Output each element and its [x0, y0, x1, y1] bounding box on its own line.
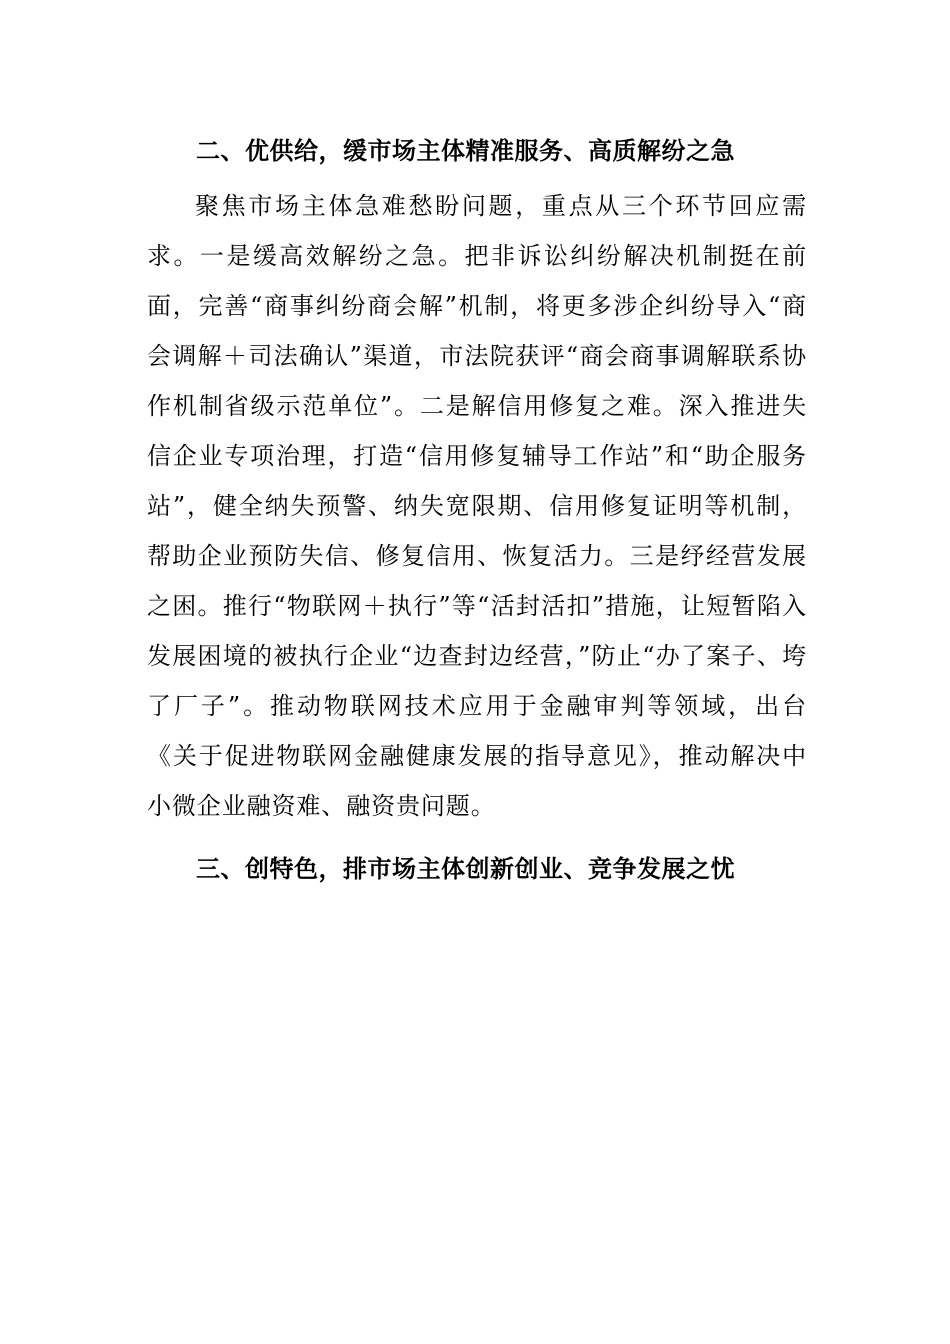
section-heading-2: 二、优供给，缓市场主体精准服务、高质解纷之急 — [196, 136, 735, 165]
section-heading-3: 三、创特色，排市场主体创新创业、竞争发展之忧 — [196, 854, 735, 883]
section-paragraph: 聚焦市场主体急难愁盼问题，重点从三个环节回应需求。一是缓高效解纷之急。把非诉讼纠纷解决机制挺在前面，完善“商事纠纷商会解”机制，将更多涉企纠纷导入“商会调解＋司法确认”渠道，市法院获评“商会商事调解联系协作机制省级示范单位”。二是解信用修复之难。深入推进失信企业专项治理，打造“信用修复辅导工作站”和“助企服务站”，健全纳失预警、纳失宽限期、信用修复证明等机制，帮助企业预防失信、修复信用、恢复活力。三是纾经营发展之困。推行“物联网＋执行”等“活封活扣”措施，让短暂陷入发展困境的被执行企业“边查封边经营，”防止“办了案子、垮了厂子”。推动物联网技术应用于金融审判等领域，出台《关于促进物联网金融健康发展的指导意见》，推动解决中小微企业融资难、融资贵问题。 — [147, 192, 807, 820]
